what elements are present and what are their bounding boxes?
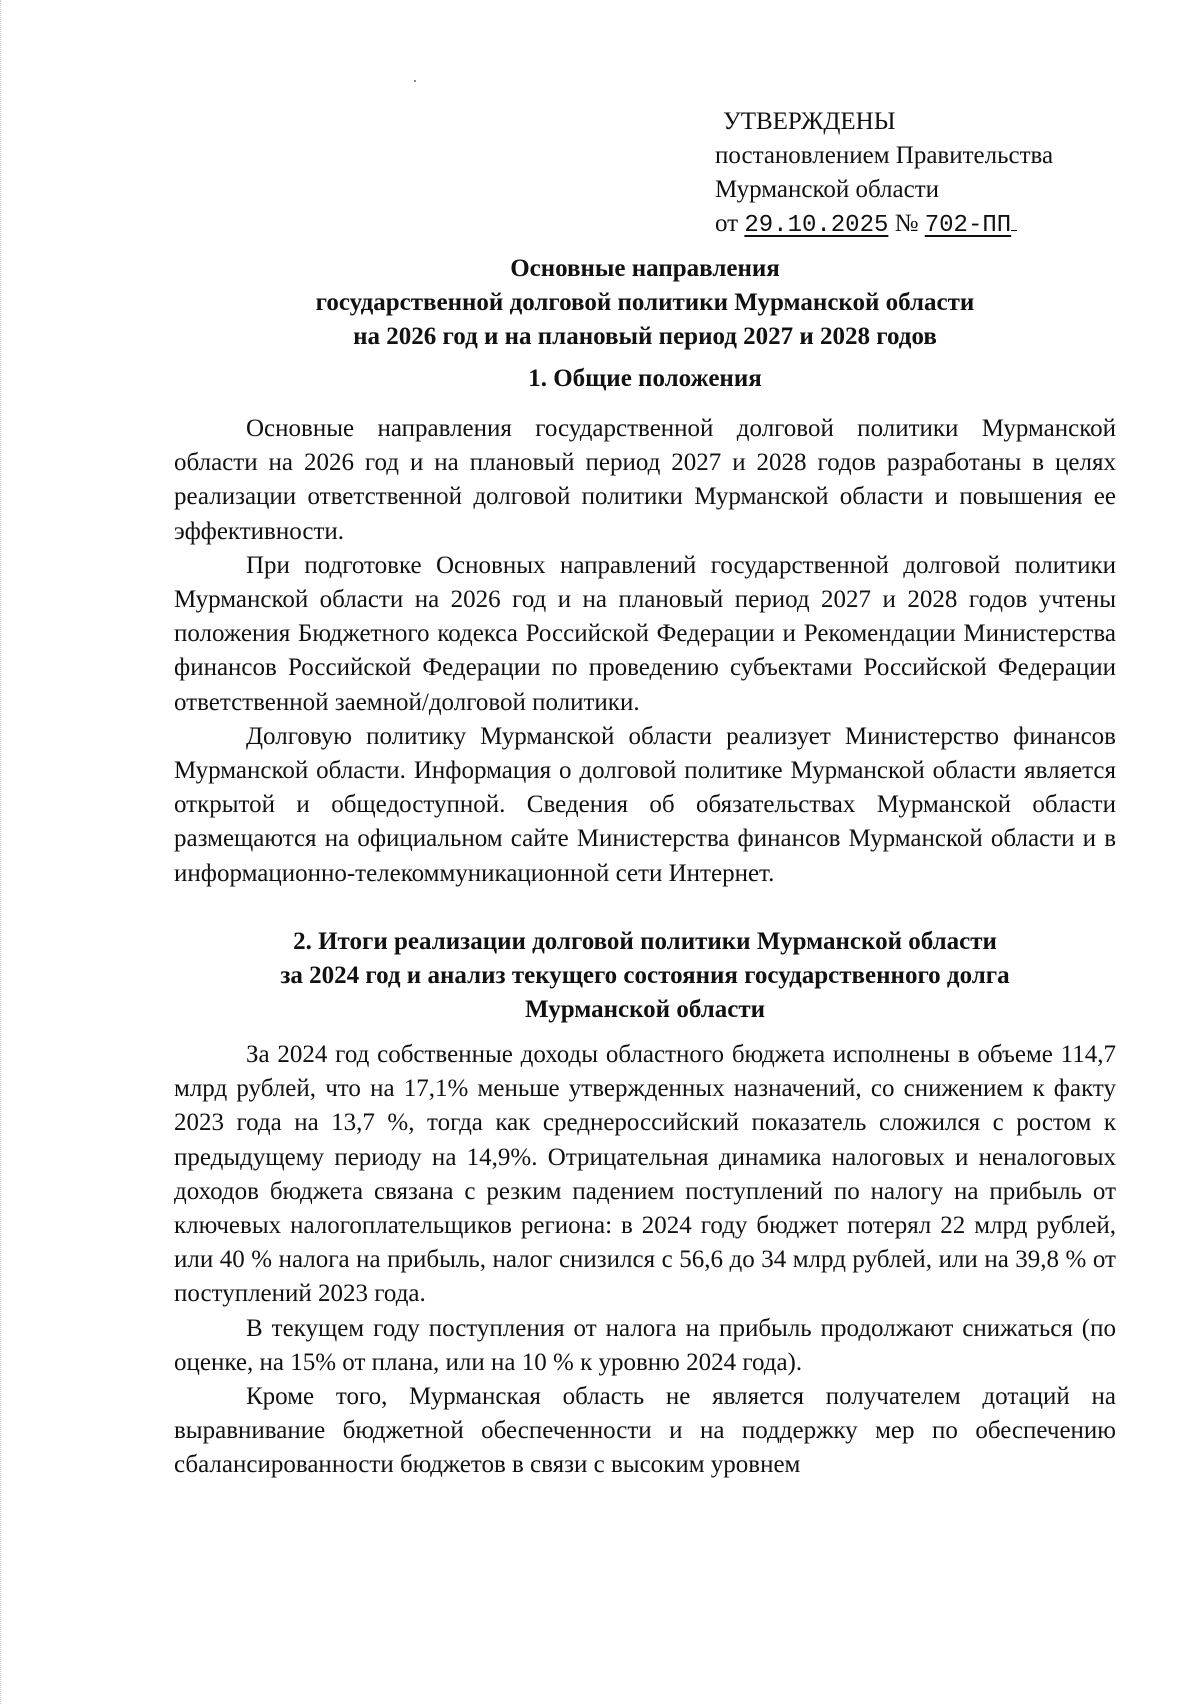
date-prefix: от [715, 210, 739, 237]
approval-date: 29.10.2025 [744, 212, 889, 239]
approval-title: УТВЕРЖДЕНЫ [723, 108, 896, 135]
title-line-1: Основные направления [510, 255, 780, 282]
section-1-heading: 1. Общие положения [528, 365, 762, 392]
section-1-body [174, 412, 1116, 891]
scan-edge [0, 0, 5, 1704]
paragraph: За 2024 год собственные доходы областного бюджета исполнены в объеме 114,7 млрд рублей, что на 17,1% меньше утвержденных назначений, со снижением к факту 2023 года на 13,7 %, тогда как среднероссийский показатель сложился с ростом к предыдущему периоду на 14,9%. Отрицательная динамика налоговых и неналоговых доходов бюджета связана с резким падением поступлений по налогу на прибыль от ключевых налогоплательщиков региона: в 2024 году бюджет потерял 22 млрд рублей, или 40 % налога на прибыль, налог снизился с 56,6 до 34 млрд рублей, или на 39,8 % от поступлений 2023 года. [174, 1041, 1116, 1308]
approval-line-2: Мурманской области [715, 176, 940, 203]
approval-date-line [715, 207, 1155, 243]
title-line-2: государственной долговой политики Мурманской области [315, 289, 975, 316]
paragraph: Долговую политику Мурманской области реализует Министерство финансов Мурманской области. Информация о долговой политике Мурманской области является открытой и общедоступной. Сведения об обязательствах Мурманской области размещаются на официальном сайте Министерства финансов Мурманской области и в информационно-телекоммуникационной сети Интернет. [174, 722, 1116, 887]
approval-number: 702-ПП [924, 212, 1012, 239]
approval-block [715, 105, 1155, 243]
paragraph: При подготовке Основных направлений государственной долговой политики Мурманской области на 2026 год и на плановый период 2027 и 2028 годов учтены положения Бюджетного кодекса Российской Федерации и Рекомендации Министерства финансов Российской Федерации по проведению субъектами Российской Федерации ответственной заемной/долговой политики. [174, 551, 1116, 716]
section-2-heading-line-3: Мурманской области [524, 996, 766, 1023]
section-2-heading [175, 925, 1115, 1027]
paragraph: Кроме того, Мурманская область не является получателем дотаций на выравнивание бюджетной обеспеченности и на поддержку мер по обеспечению сбалансированности бюджетов в связи с высоким уровнем [174, 1383, 1116, 1479]
underline-tail [1011, 210, 1017, 231]
section-2-heading-line-1: 2. Итоги реализации долговой политики Мурманской области [293, 928, 997, 955]
section-2-heading-line-2: за 2024 год и анализ текущего состояния государственного долга [280, 962, 1010, 989]
number-sign: № [894, 210, 919, 237]
document-title [175, 252, 1115, 354]
section-2-body [174, 1038, 1116, 1483]
paragraph: В текущем году поступления от налога на прибыль продолжают снижаться (по оценке, на 15% от плана, или на 10 % к уровню 2024 года). [174, 1314, 1116, 1376]
scan-speck [414, 80, 416, 82]
paragraph: Основные направления государственной долговой политики Мурманской области на 2026 год и на плановый период 2027 и 2028 годов разработаны в целях реализации ответственной долговой политики Мурманской области и повышения ее эффективности. [174, 415, 1116, 545]
title-line-3: на 2026 год и на плановый период 2027 и 2028 годов [353, 323, 937, 350]
approval-line-1: постановлением Правительства [715, 142, 1054, 169]
